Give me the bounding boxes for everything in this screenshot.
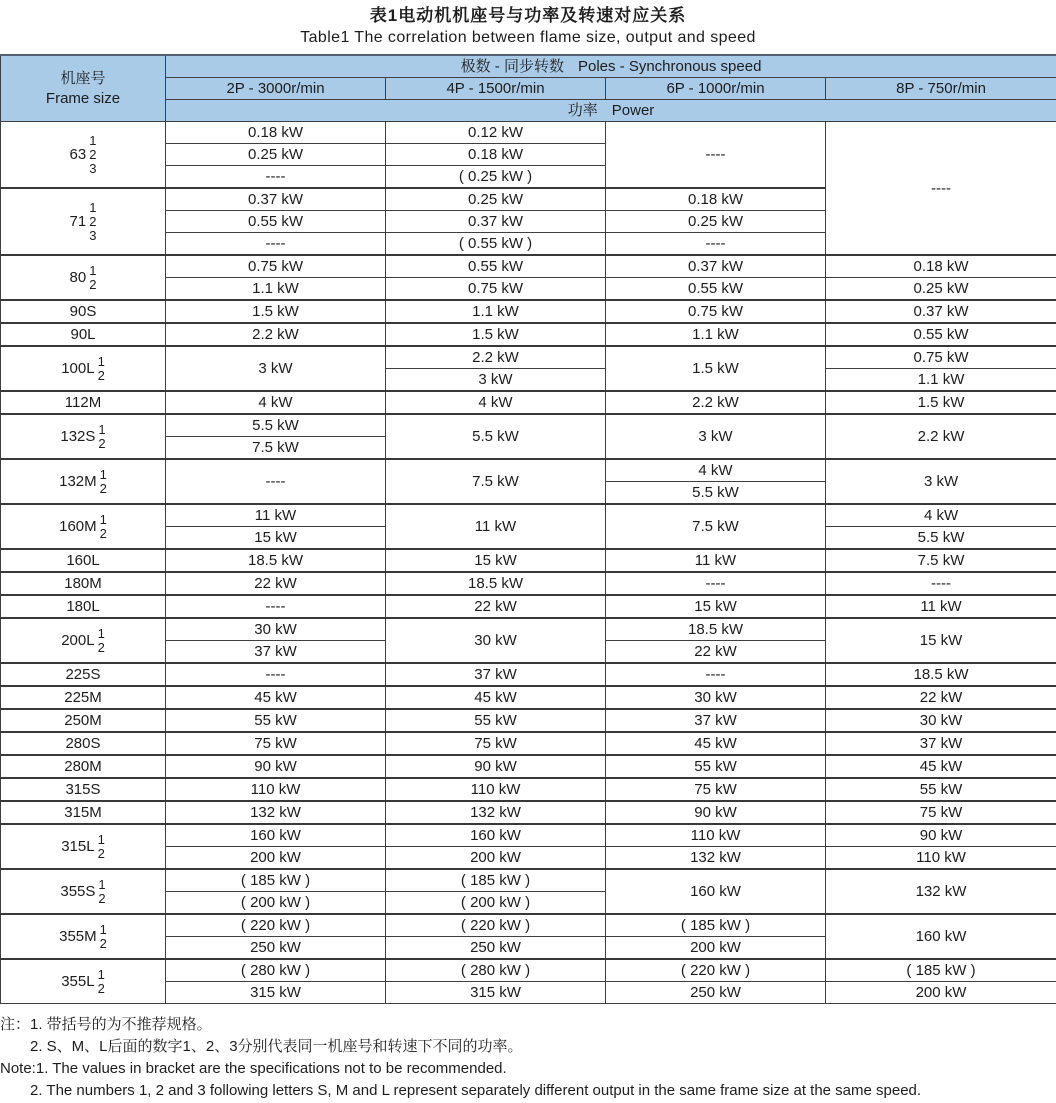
frame-cell [1, 618, 166, 663]
table-row [1, 255, 1056, 278]
frame-size-label: 225M [64, 689, 102, 706]
power-cell: ---- [166, 663, 386, 686]
table-row [1, 755, 1056, 778]
power-cell: 200 kW [606, 937, 826, 960]
power-cell: 0.37 kW [166, 188, 386, 211]
table-row [1, 504, 1056, 527]
frame-sub-number: 2 [97, 639, 105, 655]
power-cell: 3 kW [166, 346, 386, 391]
frame-sub-numbers [100, 513, 107, 541]
power-cell: 0.55 kW [826, 323, 1056, 346]
frame-size-label: 315M [64, 804, 102, 821]
frame-sub-number: 1 [89, 262, 97, 278]
power-cell: 0.55 kW [606, 278, 826, 301]
frame-cell [1, 346, 166, 391]
table-row [1, 572, 1056, 595]
power-cell: ( 200 kW ) [386, 892, 606, 915]
frame-sub-number: 3 [89, 160, 97, 176]
table-row [1, 618, 1056, 641]
power-cell: ( 220 kW ) [386, 914, 606, 937]
frame-sub-number: 2 [89, 213, 97, 229]
frame-cell [1, 914, 166, 959]
power-cell: 18.5 kW [386, 572, 606, 595]
power-cell: 7.5 kW [826, 549, 1056, 572]
power-cell: 45 kW [606, 732, 826, 755]
power-cell: 0.18 kW [386, 144, 606, 166]
power-cell: 132 kW [826, 869, 1056, 914]
frame-size-label: 63 [69, 146, 87, 163]
frame-sub-number: 3 [89, 227, 97, 243]
power-cell: 15 kW [166, 527, 386, 550]
power-cell: 315 kW [166, 982, 386, 1004]
frame-size-label: 250M [64, 712, 102, 729]
note-en-2: 2. The numbers 1, 2 and 3 following letters S, M and L represent separately different output in the same frame size at the same speed. [30, 1082, 922, 1099]
frame-cell [1, 188, 166, 255]
column-header-2p: 2P - 3000r/min [166, 78, 386, 100]
frame-cell [1, 255, 166, 300]
power-cell: ( 0.55 kW ) [386, 233, 606, 256]
power-cell: 90 kW [606, 801, 826, 824]
frame-size-label: 225S [65, 666, 101, 683]
power-cell: 75 kW [166, 732, 386, 755]
power-cell: ( 0.25 kW ) [386, 166, 606, 189]
power-cell: 22 kW [606, 641, 826, 664]
frame-sub-number: 2 [89, 146, 97, 162]
power-cell: 15 kW [606, 595, 826, 618]
power-cell: 5.5 kW [386, 414, 606, 459]
frame-size-label: 90L [70, 326, 96, 343]
frame-cell [1, 549, 166, 572]
power-cell: 3 kW [606, 414, 826, 459]
frame-cell [1, 504, 166, 549]
poles-synchronous-speed-header [166, 55, 1056, 78]
power-cell: 55 kW [386, 709, 606, 732]
power-cell: 1.1 kW [386, 300, 606, 323]
frame-sub-numbers [89, 201, 96, 243]
power-cell: 0.55 kW [386, 255, 606, 278]
power-cell: ---- [166, 595, 386, 618]
note-zh-1: 注：1. 带括号的为不推荐规格。 [0, 1016, 212, 1033]
power-cell: 18.5 kW [166, 549, 386, 572]
frame-size-header-zh: 机座号 [60, 69, 106, 87]
frame-cell [1, 824, 166, 869]
table-row [1, 824, 1056, 847]
power-cell: 90 kW [386, 755, 606, 778]
table-row [1, 300, 1056, 323]
power-cell: 11 kW [166, 504, 386, 527]
power-cell: 3 kW [826, 459, 1056, 504]
poles-header-en: Poles - Synchronous speed [577, 58, 762, 75]
frame-sub-numbers [98, 833, 105, 861]
power-cell: ( 185 kW ) [826, 959, 1056, 982]
power-cell: 1.5 kW [166, 300, 386, 323]
frame-cell [1, 709, 166, 732]
frame-sub-number: 1 [99, 466, 107, 482]
table-body [1, 122, 1056, 1004]
table-row [1, 869, 1056, 892]
power-cell: 200 kW [386, 847, 606, 870]
frame-size-label: 200L [61, 632, 95, 649]
frame-cell [1, 414, 166, 459]
power-cell: 37 kW [386, 663, 606, 686]
power-cell: 250 kW [606, 982, 826, 1004]
frame-sub-number: 1 [97, 353, 105, 369]
frame-size-header-en: Frame size [45, 89, 121, 107]
power-cell: 2.2 kW [606, 391, 826, 414]
power-cell: 5.5 kW [166, 414, 386, 437]
power-cell: 1.5 kW [826, 391, 1056, 414]
frame-sub-number: 1 [89, 132, 97, 148]
table-row [1, 414, 1056, 437]
frame-sub-numbers [89, 134, 96, 176]
power-cell: ---- [606, 122, 826, 189]
power-cell: 0.75 kW [826, 346, 1056, 369]
power-cell: 7.5 kW [166, 437, 386, 460]
power-cell: 0.18 kW [606, 188, 826, 211]
power-cell: 4 kW [826, 504, 1056, 527]
frame-cell [1, 300, 166, 323]
power-cell: 110 kW [166, 778, 386, 801]
power-cell: ( 185 kW ) [166, 869, 386, 892]
frame-sub-number: 2 [99, 525, 107, 541]
frame-sub-numbers [100, 923, 107, 951]
frame-cell [1, 391, 166, 414]
power-cell: ---- [606, 663, 826, 686]
power-cell: 11 kW [606, 549, 826, 572]
power-cell: 4 kW [166, 391, 386, 414]
power-cell: ( 185 kW ) [386, 869, 606, 892]
power-cell: 22 kW [386, 595, 606, 618]
power-cell: 18.5 kW [826, 663, 1056, 686]
power-cell: 0.37 kW [386, 211, 606, 233]
frame-cell [1, 323, 166, 346]
power-cell: ( 185 kW ) [606, 914, 826, 937]
frame-size-label: 280S [65, 735, 101, 752]
power-cell: 7.5 kW [386, 459, 606, 504]
frame-size-label: 280M [64, 758, 102, 775]
frame-cell [1, 869, 166, 914]
table-row [1, 663, 1056, 686]
frame-sub-numbers [98, 423, 105, 451]
power-cell: 200 kW [826, 982, 1056, 1004]
power-cell: 15 kW [386, 549, 606, 572]
frame-sub-number: 2 [89, 276, 97, 292]
power-cell: 160 kW [386, 824, 606, 847]
power-cell: ( 220 kW ) [606, 959, 826, 982]
frame-sub-number: 2 [98, 890, 106, 906]
frame-cell [1, 801, 166, 824]
power-cell: 7.5 kW [606, 504, 826, 549]
frame-size-label: 112M [64, 394, 102, 411]
frame-sub-numbers [98, 355, 105, 383]
table-row [1, 732, 1056, 755]
frame-size-label: 71 [69, 213, 87, 230]
table-row [1, 686, 1056, 709]
frame-sub-number: 1 [97, 625, 105, 641]
frame-cell [1, 459, 166, 504]
frame-size-label: 90S [69, 303, 97, 320]
table-header [1, 55, 1056, 122]
table-row [1, 459, 1056, 482]
power-cell: 2.2 kW [826, 414, 1056, 459]
column-header-4p: 4P - 1500r/min [386, 78, 606, 100]
power-cell: 250 kW [386, 937, 606, 960]
power-cell: 11 kW [386, 504, 606, 549]
power-cell: 22 kW [826, 686, 1056, 709]
power-cell: 5.5 kW [826, 527, 1056, 550]
frame-size-header [1, 55, 166, 122]
power-cell: 37 kW [826, 732, 1056, 755]
frame-size-label: 355M [59, 928, 97, 945]
power-cell: 15 kW [826, 618, 1056, 663]
power-cell: ---- [166, 166, 386, 189]
power-cell: ---- [826, 572, 1056, 595]
power-cell: 45 kW [386, 686, 606, 709]
frame-sub-number: 1 [97, 831, 105, 847]
table-row [1, 914, 1056, 937]
power-cell: 3 kW [386, 369, 606, 392]
frame-sub-numbers [98, 878, 105, 906]
power-cell: 75 kW [606, 778, 826, 801]
power-cell: 132 kW [386, 801, 606, 824]
power-cell: 55 kW [826, 778, 1056, 801]
power-cell: 75 kW [386, 732, 606, 755]
frame-sub-number: 2 [99, 480, 107, 496]
power-cell: 30 kW [606, 686, 826, 709]
power-cell: ---- [606, 572, 826, 595]
frame-cell [1, 959, 166, 1004]
frame-sub-numbers [98, 627, 105, 655]
power-cell: 75 kW [826, 801, 1056, 824]
power-cell: ---- [166, 233, 386, 256]
power-cell: ( 280 kW ) [166, 959, 386, 982]
power-cell: 1.5 kW [386, 323, 606, 346]
power-cell: 45 kW [166, 686, 386, 709]
column-header-8p: 8P - 750r/min [826, 78, 1056, 100]
frame-cell [1, 778, 166, 801]
frame-cell [1, 686, 166, 709]
power-cell: 1.1 kW [166, 278, 386, 301]
power-header-zh: 功率 [567, 102, 598, 119]
power-cell: 4 kW [386, 391, 606, 414]
frame-size-label: 160M [59, 518, 97, 535]
frame-sub-number: 2 [99, 935, 107, 951]
frame-sub-number: 1 [98, 421, 106, 437]
power-cell: 0.75 kW [386, 278, 606, 301]
power-cell: 90 kW [826, 824, 1056, 847]
frame-sub-numbers [98, 968, 105, 996]
frame-sub-numbers [89, 264, 96, 292]
notes [0, 1014, 1056, 1102]
frame-sub-number: 2 [98, 435, 106, 451]
table-row [1, 391, 1056, 414]
frame-size-label: 100L [61, 360, 95, 377]
power-cell: 200 kW [166, 847, 386, 870]
frame-size-label: 132M [59, 473, 97, 490]
frame-sub-number: 1 [99, 921, 107, 937]
power-cell: 2.2 kW [166, 323, 386, 346]
power-cell: 37 kW [166, 641, 386, 664]
frame-sub-number: 1 [98, 876, 106, 892]
frame-cell [1, 663, 166, 686]
power-cell: 0.37 kW [826, 300, 1056, 323]
frame-sub-number: 1 [89, 199, 97, 215]
power-cell: ( 220 kW ) [166, 914, 386, 937]
power-cell: 132 kW [166, 801, 386, 824]
power-cell: 4 kW [606, 459, 826, 482]
power-cell: 1.1 kW [606, 323, 826, 346]
power-cell: ( 200 kW ) [166, 892, 386, 915]
power-cell: 0.55 kW [166, 211, 386, 233]
power-cell: 110 kW [606, 824, 826, 847]
table-title-zh: 表1电动机机座号与功率及转速对应关系 [369, 6, 687, 25]
frame-size-label: 132S [60, 428, 96, 445]
frame-sub-number: 2 [97, 845, 105, 861]
power-cell: 45 kW [826, 755, 1056, 778]
power-header [166, 100, 1056, 122]
power-cell: 160 kW [166, 824, 386, 847]
frame-sub-number: 2 [97, 980, 105, 996]
poles-header-zh: 极数 - 同步转数 [460, 58, 564, 75]
frame-size-label: 180M [64, 575, 102, 592]
frame-cell [1, 122, 166, 189]
frame-size-label: 355S [60, 883, 96, 900]
note-zh-2: 2. S、M、L后面的数字1、2、3分别代表同一机座号和转速下不同的功率。 [30, 1038, 523, 1055]
power-cell: 0.12 kW [386, 122, 606, 144]
power-cell: 2.2 kW [386, 346, 606, 369]
frame-size-label: 160L [66, 552, 100, 569]
power-cell: 0.25 kW [606, 211, 826, 233]
frame-sub-number: 1 [99, 511, 107, 527]
frame-cell [1, 755, 166, 778]
table-row [1, 323, 1056, 346]
power-cell: 160 kW [606, 869, 826, 914]
frame-sub-numbers [100, 468, 107, 496]
frame-size-label: 80 [69, 269, 87, 286]
power-cell: ---- [606, 233, 826, 256]
power-cell: 132 kW [606, 847, 826, 870]
power-cell: 0.18 kW [826, 255, 1056, 278]
table-row [1, 709, 1056, 732]
column-header-6p: 6P - 1000r/min [606, 78, 826, 100]
power-cell: 0.37 kW [606, 255, 826, 278]
table-row [1, 801, 1056, 824]
table-row [1, 595, 1056, 618]
power-cell: 250 kW [166, 937, 386, 960]
power-cell: 55 kW [166, 709, 386, 732]
header-row-poles [1, 55, 1056, 78]
power-cell: ---- [826, 122, 1056, 256]
power-cell: 11 kW [826, 595, 1056, 618]
power-cell: 160 kW [826, 914, 1056, 959]
frame-size-label: 355L [61, 973, 95, 990]
power-cell: 30 kW [166, 618, 386, 641]
power-cell: 0.75 kW [606, 300, 826, 323]
power-cell: 55 kW [606, 755, 826, 778]
power-cell: 18.5 kW [606, 618, 826, 641]
power-cell: 37 kW [606, 709, 826, 732]
frame-size-label: 180L [66, 598, 100, 615]
table-row [1, 959, 1056, 982]
power-cell: 0.75 kW [166, 255, 386, 278]
power-cell: 5.5 kW [606, 482, 826, 505]
power-cell: 22 kW [166, 572, 386, 595]
power-cell: 90 kW [166, 755, 386, 778]
power-cell: 1.1 kW [826, 369, 1056, 392]
frame-cell [1, 732, 166, 755]
power-cell: 30 kW [386, 618, 606, 663]
power-cell: ( 280 kW ) [386, 959, 606, 982]
power-cell: 0.18 kW [166, 122, 386, 144]
frame-size-label: 315L [61, 838, 95, 855]
note-en-1: Note:1. The values in bracket are the specifications not to be recommended. [0, 1060, 507, 1077]
table-title-en: Table1 The correlation between flame size, output and speed [300, 29, 756, 46]
table-row [1, 778, 1056, 801]
frame-cell [1, 595, 166, 618]
power-cell: 30 kW [826, 709, 1056, 732]
power-cell: ---- [166, 459, 386, 504]
power-cell: 110 kW [386, 778, 606, 801]
power-cell: 1.5 kW [606, 346, 826, 391]
table-row [1, 346, 1056, 369]
frame-size-power-table [0, 54, 1056, 1004]
frame-cell [1, 572, 166, 595]
frame-sub-number: 1 [97, 966, 105, 982]
table-row [1, 549, 1056, 572]
power-header-en: Power [611, 102, 655, 119]
power-cell: 315 kW [386, 982, 606, 1004]
frame-sub-number: 2 [97, 367, 105, 383]
power-cell: 0.25 kW [826, 278, 1056, 301]
frame-size-label: 315S [65, 781, 101, 798]
power-cell: 110 kW [826, 847, 1056, 870]
power-cell: 0.25 kW [166, 144, 386, 166]
power-cell: 0.25 kW [386, 188, 606, 211]
table-row [1, 122, 1056, 144]
